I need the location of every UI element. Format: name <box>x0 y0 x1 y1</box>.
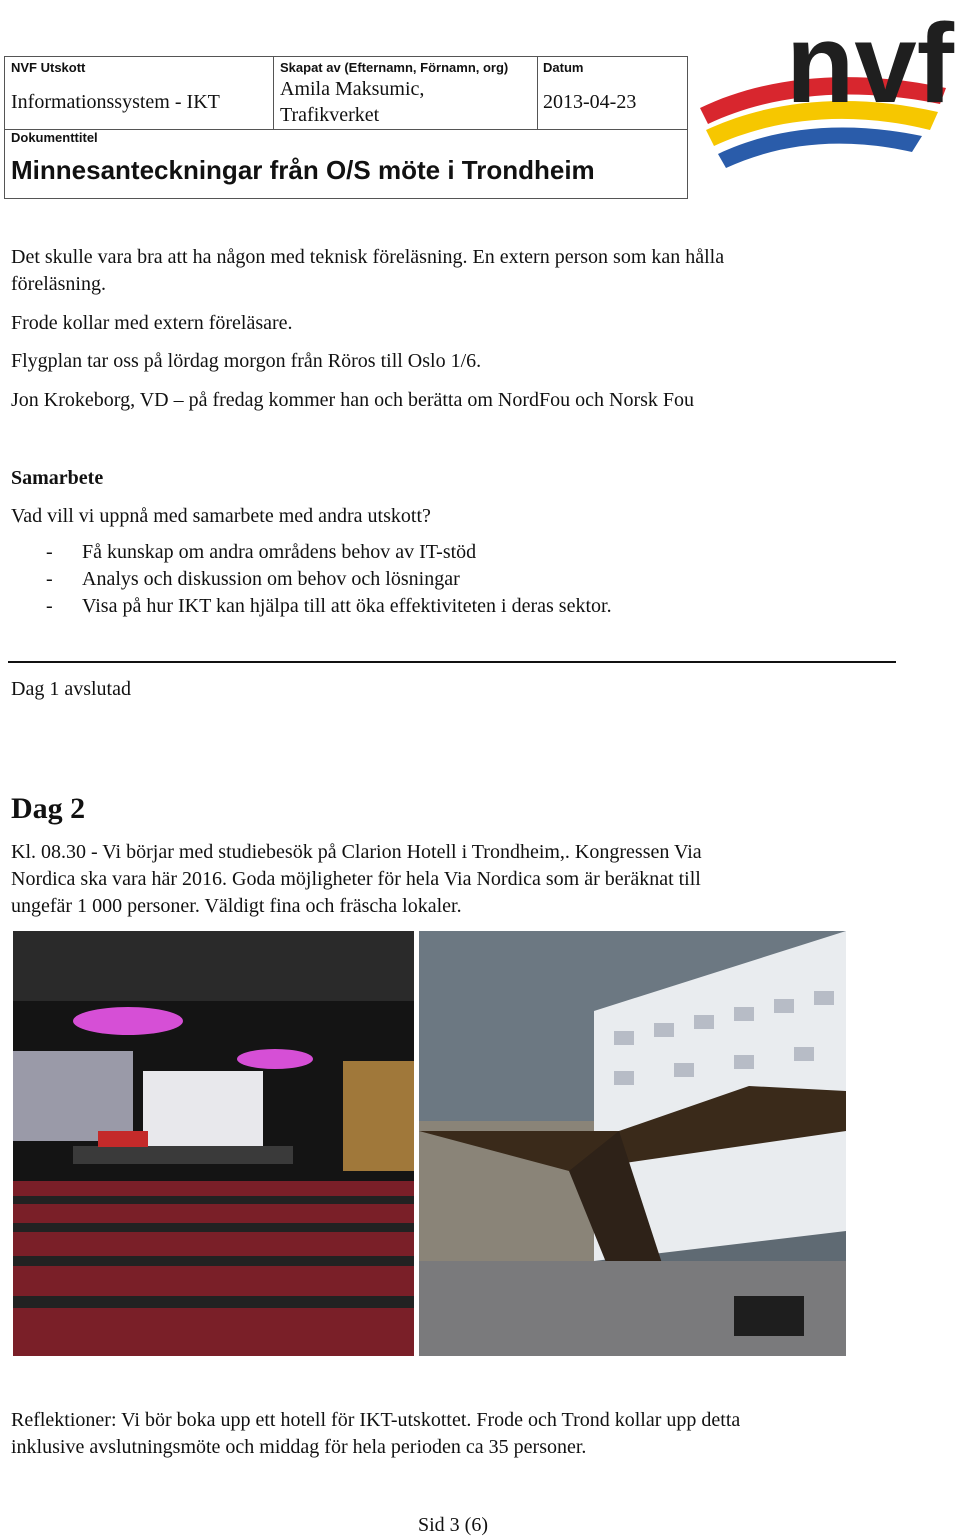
page-number: Sid 3 (6) <box>418 1514 488 1536</box>
paragraph: Jon Krokeborg, VD – på fredag kommer han och berätta om NordFou och Norsk Fou <box>11 389 695 411</box>
header-divider <box>5 129 687 130</box>
committee-value: Informationssystem - IKT <box>11 91 220 113</box>
doctitle-label: Dokumenttitel <box>11 130 98 145</box>
projection-screen <box>13 1051 133 1141</box>
horizontal-rule <box>8 661 896 663</box>
author-org: Trafikverket <box>280 104 380 126</box>
committee-label: NVF Utskott <box>11 60 86 75</box>
bullet-item: Analys och diskussion om behov och lösningar <box>82 568 460 590</box>
logo-stripe-blue <box>718 128 922 168</box>
wall-panel <box>343 1061 414 1171</box>
header-divider <box>537 57 538 129</box>
paragraph: Vad vill vi uppnå med samarbete med andra utskott? <box>11 505 431 527</box>
day2-heading: Dag 2 <box>11 792 86 825</box>
author-name: Amila Maksumic, <box>280 78 425 100</box>
red-chairs <box>98 1131 148 1147</box>
bullet-marker: - <box>46 595 53 617</box>
date-label: Datum <box>543 60 584 75</box>
paragraph: Kl. 08.30 - Vi börjar med studiebesök på Clarion Hotell i Trondheim,. Kongressen Via <box>11 841 702 863</box>
paragraph: inklusive avslutningsmöte och middag för hela perioden ca 35 personer. <box>11 1436 587 1458</box>
pink-chandelier <box>237 1049 313 1069</box>
hotel-exterior-photo <box>419 931 846 1356</box>
pink-chandelier <box>73 1007 183 1035</box>
header-table <box>4 56 688 199</box>
author-label: Skapat av (Efternamn, Förnamn, org) <box>280 60 509 75</box>
paragraph: Flygplan tar oss på lördag morgon från Röros till Oslo 1/6. <box>11 350 482 372</box>
paragraph: Det skulle vara bra att ha någon med teknisk föreläsning. En extern person som kan hålla <box>11 246 725 268</box>
bullet-item: Visa på hur IKT kan hjälpa till att öka effektiviteten i deras sektor. <box>82 595 612 617</box>
bullet-marker: - <box>46 541 53 563</box>
car <box>734 1296 804 1336</box>
paragraph: ungefär 1 000 personer. Väldigt fina och fräscha lokaler. <box>11 895 462 917</box>
bullet-item: Få kunskap om andra områdens behov av IT-stöd <box>82 541 477 563</box>
nvf-logo <box>700 4 958 200</box>
carpet <box>13 1181 414 1356</box>
paragraph: föreläsning. <box>11 273 106 295</box>
paragraph: Frode kollar med extern föreläsare. <box>11 312 293 334</box>
date-value: 2013-04-23 <box>543 91 637 113</box>
header-divider <box>273 57 274 129</box>
paragraph: Reflektioner: Vi bör boka upp ett hotell för IKT-utskottet. Frode och Trond kollar upp detta <box>11 1409 741 1431</box>
section-heading: Samarbete <box>11 467 104 489</box>
paragraph: Dag 1 avslutad <box>11 678 131 700</box>
projection-screen <box>143 1071 263 1146</box>
conference-hall-photo <box>13 931 414 1356</box>
paragraph: Nordica ska vara här 2016. Goda möjligheter för hela Via Nordica som är beräknat till <box>11 868 701 890</box>
bullet-marker: - <box>46 568 53 590</box>
document-title: Minnesanteckningar från O/S möte i Trondheim <box>11 155 595 185</box>
logo-text: nvf <box>786 4 954 126</box>
